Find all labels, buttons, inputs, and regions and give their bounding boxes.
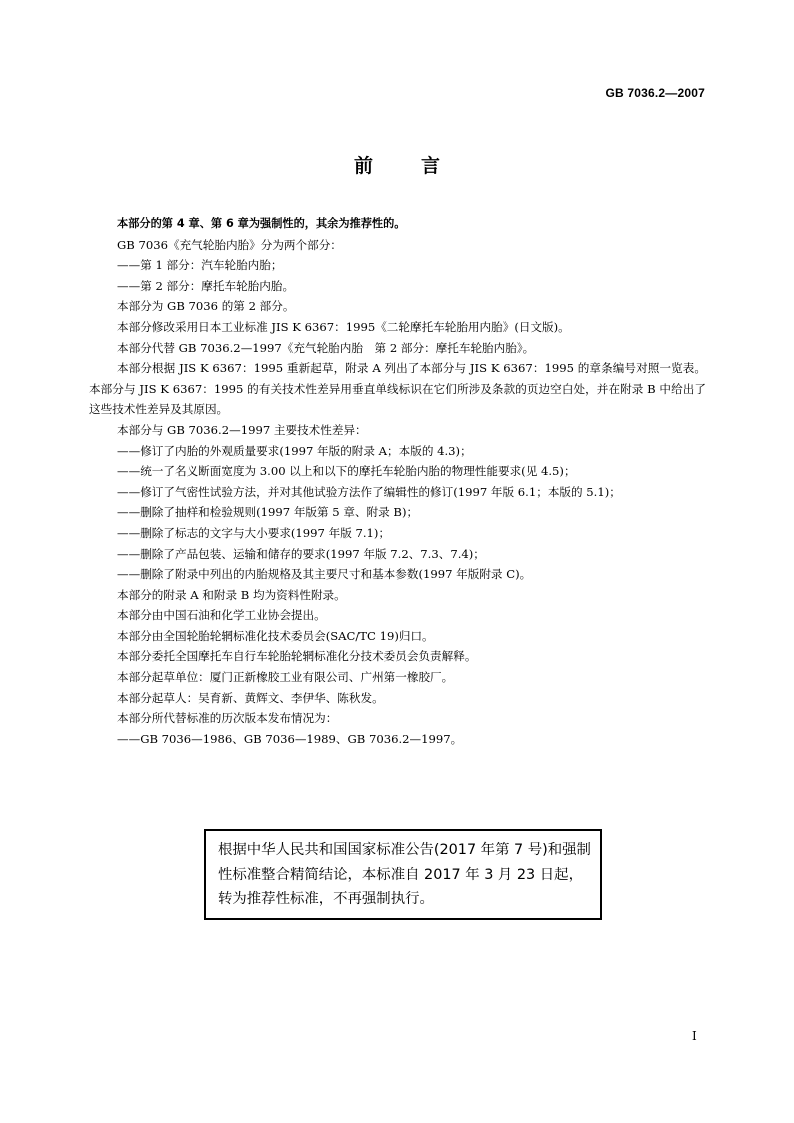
paragraph: 本部分委托全国摩托车自行车轮胎轮辋标准化分技术委员会负责解释。 <box>117 649 477 664</box>
list-item: ——删除了附录中列出的内胎规格及其主要尺寸和基本参数(1997 年版附录 C)。 <box>117 567 532 582</box>
paragraph: 本部分所代替标准的历次版本发布情况为： <box>117 711 338 726</box>
paragraph: GB 7036《充气轮胎内胎》分为两个部分： <box>117 237 342 252</box>
paragraph: 本部分根据 JIS K 6367：1995 重新起草，附录 A 列出了本部分与 JIS K 6367：1995 的章条编号对照一览表。本部分与 JIS K 6367：1995 的有关技术性差异用垂直单线标识在它们所涉及条款的页边空白处，并在附录 B 中给出了这些技术性差异及其原因。 <box>89 361 706 417</box>
status-notice-box: 根据中华人民共和国国家标准公告(2017 年第 7 号)和强制性标准整合精简结论，本标准自 2017 年 3 月 23 日起，转为推荐性标准，不再强制执行。 <box>204 829 602 920</box>
paragraph: 本部分起草单位：厦门正新橡胶工业有限公司、广州第一橡胶厂。 <box>117 670 454 685</box>
list-item: ——修订了内胎的外观质量要求(1997 年版的附录 A；本版的 4.3)； <box>117 443 472 458</box>
foreword-body <box>89 214 706 749</box>
paragraph-mandatory-note: 本部分的第 4 章、第 6 章为强制性的，其余为推荐性的。 <box>117 217 406 230</box>
paragraph: 本部分由全国轮胎轮辋标准化技术委员会(SAC/TC 19)归口。 <box>117 628 434 643</box>
paragraph: 本部分由中国石油和化学工业协会提出。 <box>117 608 326 623</box>
list-item: ——删除了标志的文字与大小要求(1997 年版 7.1)； <box>117 525 391 540</box>
paragraph: 本部分起草人：吴育新、黄辉文、李伊华、陈秋发。 <box>117 690 384 705</box>
paragraph: 本部分修改采用日本工业标准 JIS K 6367：1995《二轮摩托车轮胎用内胎》(日文版)。 <box>117 319 570 334</box>
paragraph: 本部分与 GB 7036.2—1997 主要技术性差异： <box>117 422 367 437</box>
list-item: ——统一了名义断面宽度为 3.00 以上和以下的摩托车轮胎内胎的物理性能要求(见 4.5)； <box>117 464 576 479</box>
title-char-1: 前 <box>353 155 373 177</box>
paragraph: 本部分的附录 A 和附录 B 均为资料性附录。 <box>117 587 346 602</box>
list-item: ——第 2 部分：摩托车轮胎内胎。 <box>117 278 295 293</box>
list-item: ——GB 7036—1986、GB 7036—1989、GB 7036.2—1997。 <box>117 731 463 746</box>
paragraph: 本部分代替 GB 7036.2—1997《充气轮胎内胎 第 2 部分：摩托车轮胎内胎》。 <box>117 340 535 355</box>
title-char-2: 言 <box>421 155 441 177</box>
list-item: ——删除了产品包装、运输和储存的要求(1997 年版 7.2、7.3、7.4)； <box>117 546 485 561</box>
page-title <box>0 151 794 178</box>
page-number: I <box>692 1029 697 1043</box>
list-item: ——修订了气密性试验方法，并对其他试验方法作了编辑性的修订(1997 年版 6.1；本版的 5.1)； <box>117 484 621 499</box>
list-item: ——第 1 部分：汽车轮胎内胎； <box>117 258 283 273</box>
standard-code: GB 7036.2—2007 <box>605 86 705 100</box>
paragraph: 本部分为 GB 7036 的第 2 部分。 <box>117 299 295 314</box>
list-item: ——删除了抽样和检验规则(1997 年版第 5 章、附录 B)； <box>117 505 419 520</box>
